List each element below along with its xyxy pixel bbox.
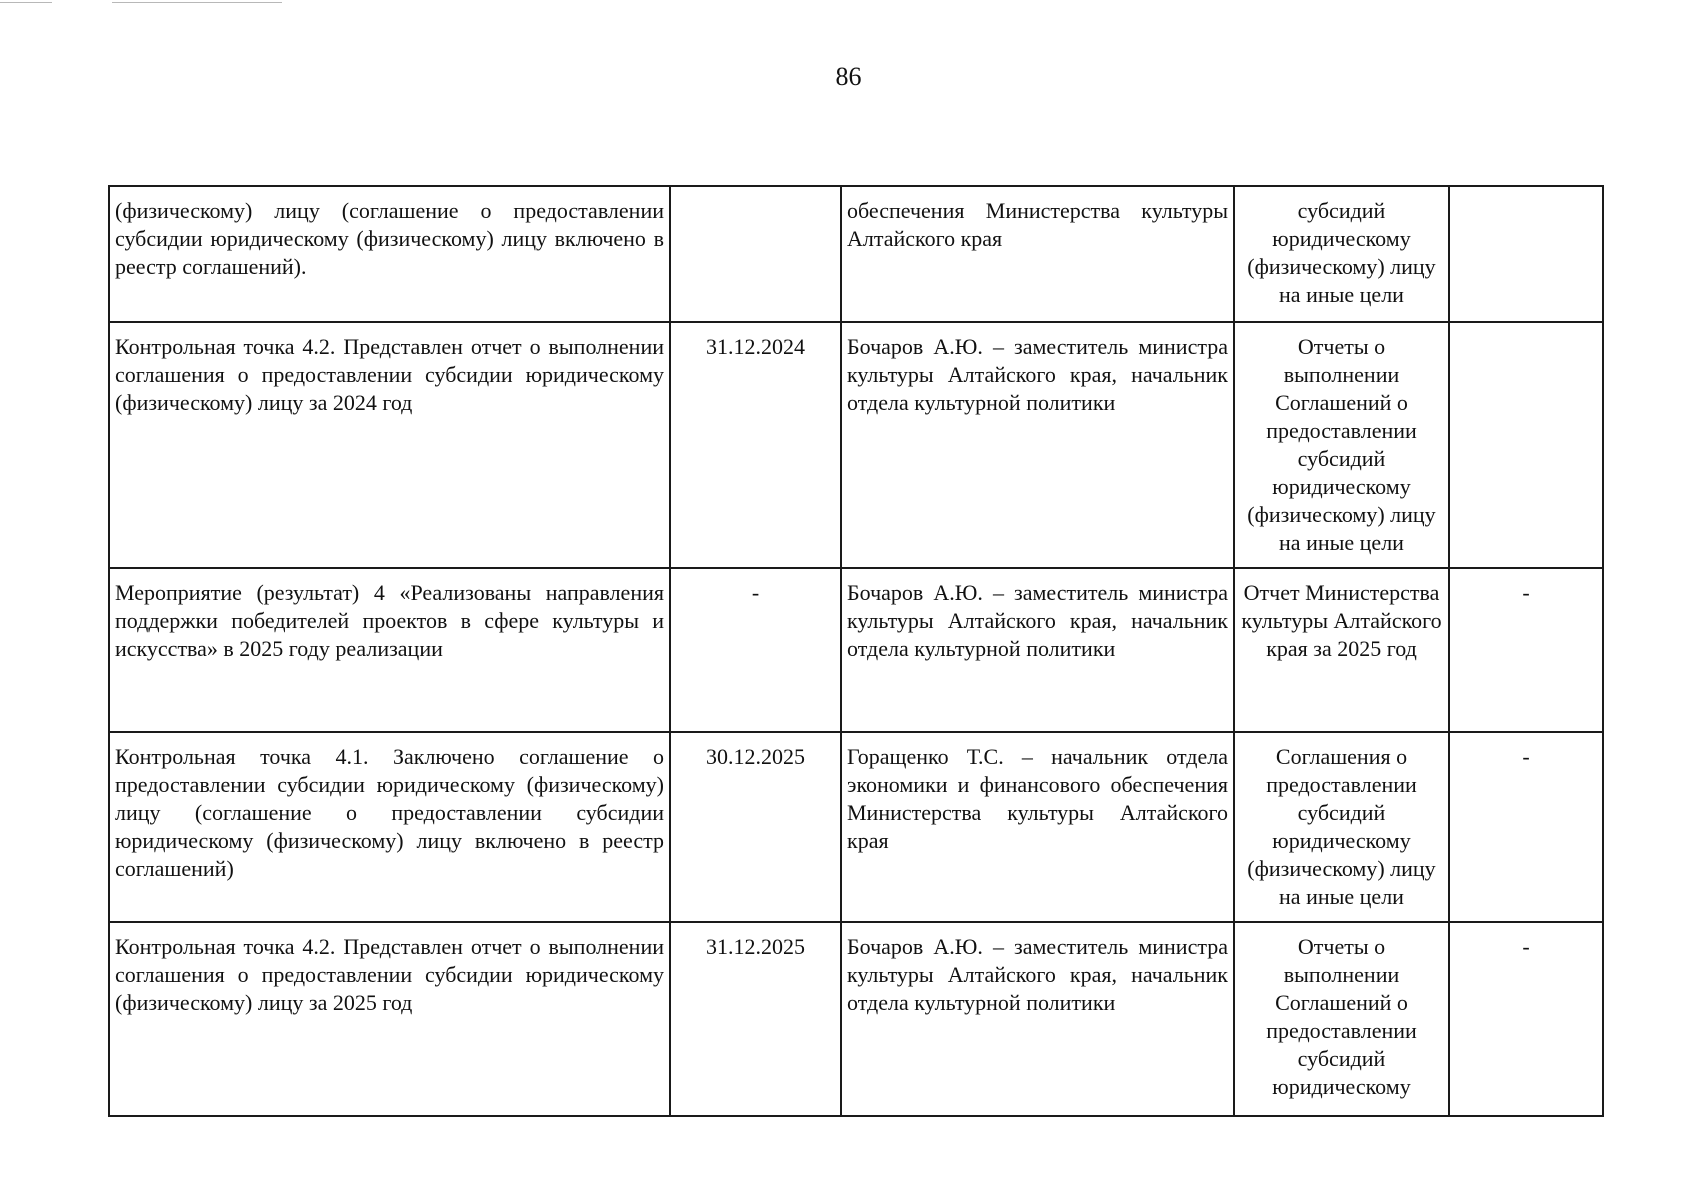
cell-responsible: обеспечения Министерства культуры Алтайского края bbox=[841, 186, 1234, 322]
cell-date: 31.12.2024 bbox=[670, 322, 841, 568]
cell-document: Отчет Министерства культуры Алтайского края за 2025 год bbox=[1234, 568, 1449, 732]
scan-edge-mark bbox=[112, 2, 282, 3]
cell-responsible: Бочаров А.Ю. – заместитель министра культуры Алтайского края, начальник отдела культурной политики bbox=[841, 922, 1234, 1116]
cell-date: 31.12.2025 bbox=[670, 922, 841, 1116]
cell-description: Контрольная точка 4.1. Заключено соглашение о предоставлении субсидии юридическому (физическому) лицу (соглашение о предоставлении субсидии юридическому (физическому) лицу включено в реестр соглашений) bbox=[109, 732, 670, 922]
cell-document: Отчеты о выполнении Соглашений о предоставлении субсидий юридическому bbox=[1234, 922, 1449, 1116]
cell-document: Отчеты о выполнении Соглашений о предоставлении субсидий юридическому (физическому) лицу на иные цели bbox=[1234, 322, 1449, 568]
cell-document: субсидий юридическому (физическому) лицу на иные цели bbox=[1234, 186, 1449, 322]
cell-document: Соглашения о предоставлении субсидий юридическому (физическому) лицу на иные цели bbox=[1234, 732, 1449, 922]
cell-extra bbox=[1449, 322, 1603, 568]
table-row bbox=[109, 922, 1603, 1116]
cell-date: - bbox=[670, 568, 841, 732]
scan-edge-mark bbox=[0, 2, 52, 3]
cell-extra bbox=[1449, 186, 1603, 322]
cell-responsible: Горащенко Т.С. – начальник отдела экономики и финансового обеспечения Министерства культуры Алтайского края bbox=[841, 732, 1234, 922]
measures-table bbox=[108, 185, 1604, 1117]
table-row bbox=[109, 322, 1603, 568]
table-row bbox=[109, 186, 1603, 322]
cell-date: 30.12.2025 bbox=[670, 732, 841, 922]
cell-responsible: Бочаров А.Ю. – заместитель министра культуры Алтайского края, начальник отдела культурной политики bbox=[841, 322, 1234, 568]
cell-description: Мероприятие (результат) 4 «Реализованы направления поддержки победителей проектов в сфере культуры и искусства» в 2025 году реализации bbox=[109, 568, 670, 732]
page-number: 86 bbox=[835, 62, 862, 91]
table-row bbox=[109, 568, 1603, 732]
cell-extra: - bbox=[1449, 732, 1603, 922]
cell-extra: - bbox=[1449, 922, 1603, 1116]
table-row bbox=[109, 732, 1603, 922]
cell-description: Контрольная точка 4.2. Представлен отчет о выполнении соглашения о предоставлении субсидии юридическому (физическому) лицу за 2024 год bbox=[109, 322, 670, 568]
cell-responsible: Бочаров А.Ю. – заместитель министра культуры Алтайского края, начальник отдела культурной политики bbox=[841, 568, 1234, 732]
cell-date bbox=[670, 186, 841, 322]
cell-description: (физическому) лицу (соглашение о предоставлении субсидии юридическому (физическому) лицу включено в реестр соглашений). bbox=[109, 186, 670, 322]
cell-extra: - bbox=[1449, 568, 1603, 732]
cell-description: Контрольная точка 4.2. Представлен отчет о выполнении соглашения о предоставлении субсидии юридическому (физическому) лицу за 2025 год bbox=[109, 922, 670, 1116]
